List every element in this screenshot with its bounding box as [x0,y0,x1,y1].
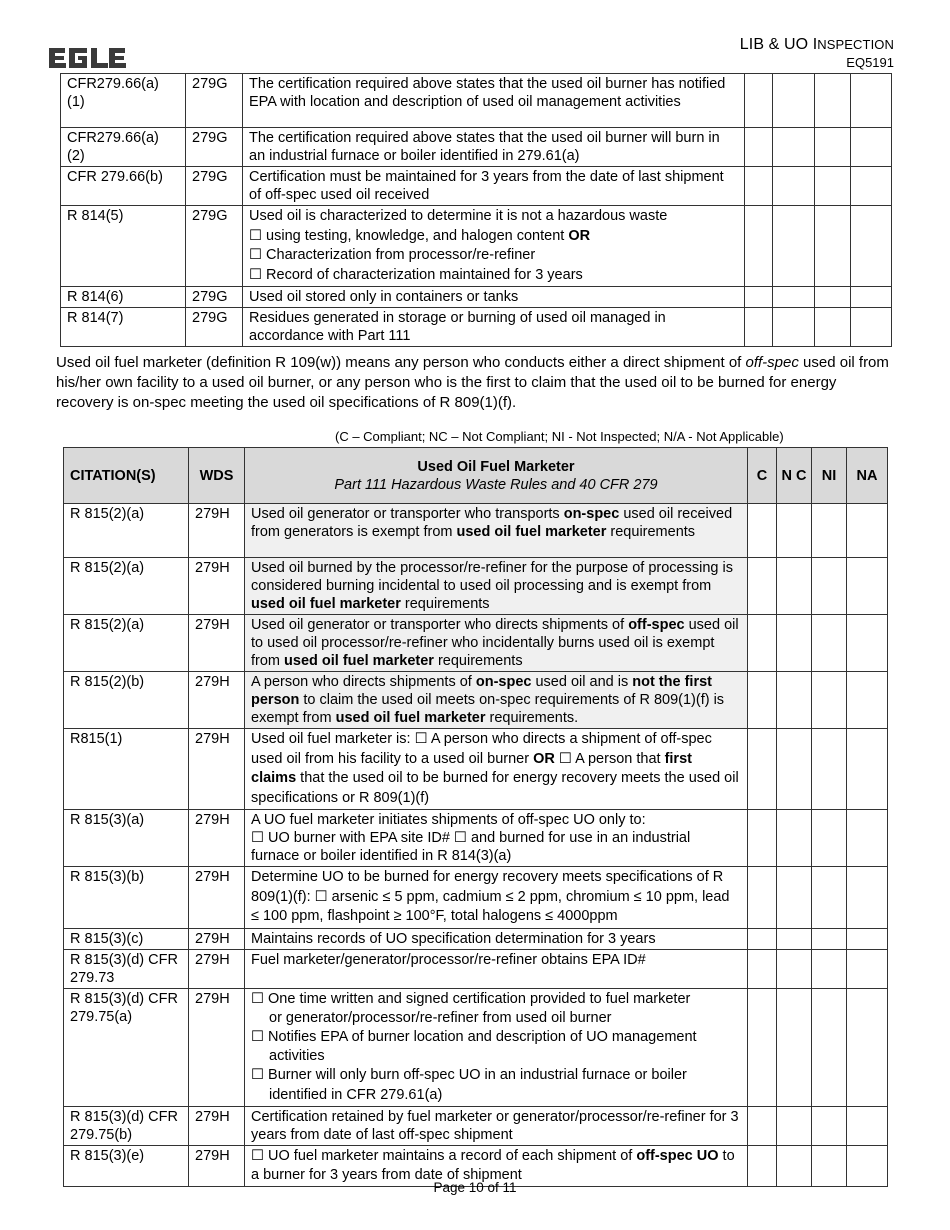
na-checkbox-cell[interactable] [847,810,888,867]
nc-checkbox-cell[interactable] [773,128,815,167]
requirement-cell: A UO fuel marketer initiates shipments of off-spec UO only to: ☐ UO burner with EPA site ID# ☐ and burned for use in an industrial furnace or boiler identified in R 814(3)(a) [245,810,748,867]
requirement-cell: The certification required above states that the used oil burner will burn in an industrial furnace or boiler identified in 279.61(a) [243,128,745,167]
requirement-cell: Used oil fuel marketer is: ☐ A person who directs a shipment of off-spec used oil from his facility to a used oil burner OR ☐ A person that first claims that the used oil to be burned for energy recovery meets the used oil specifications or R 809(1)(f) [245,729,748,810]
na-checkbox-cell[interactable] [847,672,888,729]
c-checkbox-cell[interactable] [748,729,777,810]
ni-checkbox-cell[interactable] [812,988,847,1106]
ni-checkbox-cell[interactable] [812,810,847,867]
table-row [64,928,888,949]
citation-cell: R 815(3)(b) [64,867,189,929]
option-processor-characterization[interactable]: ☐ Characterization from processor/re-refiner [249,247,536,263]
nc-checkbox-cell[interactable] [777,949,812,988]
table-row [61,167,892,206]
table-row [64,867,888,929]
ni-checkbox-cell[interactable] [812,729,847,810]
citation-cell: R 814(6) [61,287,186,308]
ni-checkbox-cell[interactable] [815,308,851,347]
na-checkbox-cell[interactable] [847,949,888,988]
requirement-cell: Used oil generator or transporter who directs shipments of off-spec used oil to used oil processor/re-refiner who incidentally burns used oil is exempt from used oil fuel marketer requirements [245,615,748,672]
option-burner-offspec-only[interactable]: ☐ Burner will only burn off-spec UO in an industrial furnace or boiler identified in CFR 279.61(a) [251,1067,687,1103]
na-checkbox-cell[interactable] [847,988,888,1106]
wds-cell: 279H [189,949,245,988]
option-record-maintained[interactable]: ☐ Record of characterization maintained for 3 years [249,266,583,283]
c-checkbox-cell[interactable] [745,128,773,167]
table-row [64,988,888,1106]
na-checkbox-cell[interactable] [851,167,892,206]
wds-cell: 279H [189,672,245,729]
requirement-cell: Maintains records of UO specification determination for 3 years [245,928,748,949]
table-row [61,128,892,167]
c-checkbox-cell[interactable] [748,867,777,929]
wds-cell: 279H [189,810,245,867]
table-row [64,672,888,729]
fuel-marketer-definition: Used oil fuel marketer (definition R 109(w)) means any person who conducts either a direct shipment of off-spec used oil from his/her own facility to a used oil burner, or any person who is the first to claim that the used oil to be burned for energy recovery is on-spec meeting the used oil specifications of R 809(1)(f). [56,354,889,411]
table-row [61,74,892,128]
citation-cell: R 815(2)(b) [64,672,189,729]
nc-checkbox-cell[interactable] [777,867,812,929]
citation-cell: R 815(2)(a) [64,615,189,672]
requirement-cell: A person who directs shipments of on-spec used oil and is not the first person to claim the used oil meets on-spec requirements of R 809(1)(f) is exempt from used oil fuel marketer requirements. [245,672,748,729]
na-checkbox-cell[interactable] [851,74,892,128]
citation-cell: CFR279.66(a) (1) [61,74,186,128]
citation-cell: R 815(3)(d) CFR 279.75(b) [64,1106,189,1145]
table-header-row [64,448,888,504]
citation-cell: R 814(5) [61,206,186,287]
ni-checkbox-cell[interactable] [812,504,847,558]
ni-checkbox-cell[interactable] [812,867,847,929]
table-row [61,308,892,347]
form-code: EQ5191 [846,55,894,70]
ni-checkbox-cell[interactable] [812,928,847,949]
wds-cell: 279H [189,504,245,558]
c-checkbox-cell[interactable] [748,558,777,615]
citation-cell: R 815(3)(e) [64,1145,189,1186]
citation-cell: R 815(3)(a) [64,810,189,867]
citation-cell: R 815(3)(d) CFR 279.73 [64,949,189,988]
nc-checkbox-cell[interactable] [777,928,812,949]
wds-cell: 279G [186,128,243,167]
wds-cell: 279H [189,928,245,949]
requirement-cell: Certification retained by fuel marketer or generator/processor/re-refiner for 3 years from date of last off-spec shipment [245,1106,748,1145]
c-checkbox-cell[interactable] [748,928,777,949]
c-checkbox-cell[interactable] [745,206,773,287]
ni-checkbox-cell[interactable] [812,672,847,729]
citation-cell: CFR279.66(a) (2) [61,128,186,167]
wds-cell: 279G [186,287,243,308]
requirement-cell [243,206,745,287]
nc-header: N C [777,448,812,504]
c-checkbox-cell[interactable] [745,308,773,347]
nc-checkbox-cell[interactable] [777,1106,812,1145]
nc-checkbox-cell[interactable] [777,729,812,810]
table-row [64,949,888,988]
option-written-certification[interactable]: ☐ One time written and signed certification provided to fuel marketer or generator/processor/re-refiner from used oil burner [251,990,691,1026]
c-checkbox-cell[interactable] [748,615,777,672]
wds-cell: 279H [189,988,245,1106]
wds-cell: 279G [186,308,243,347]
requirement-cell: Determine UO to be burned for energy recovery meets specifications of R 809(1)(f): ☐ arsenic ≤ 5 ppm, cadmium ≤ 2 ppm, chromium ≤ 10 ppm, lead ≤ 100 ppm, flashpoint ≥ 100°F, total halogens ≤ 4000ppm [245,867,748,929]
table-row [64,810,888,867]
table-row [64,615,888,672]
ni-checkbox-cell[interactable] [815,128,851,167]
na-checkbox-cell[interactable] [847,615,888,672]
table-row [64,558,888,615]
c-header: C [748,448,777,504]
na-checkbox-cell[interactable] [851,206,892,287]
citation-cell: R815(1) [64,729,189,810]
citation-cell: R 815(2)(a) [64,504,189,558]
ni-checkbox-cell[interactable] [812,615,847,672]
requirement-line: Used oil is characterized to determine it is not a hazardous waste [249,208,668,224]
requirement-cell: Used oil stored only in containers or tanks [243,287,745,308]
citation-cell: CFR 279.66(b) [61,167,186,206]
wds-cell: 279G [186,74,243,128]
requirement-cell: Used oil generator or transporter who transports on-spec used oil received from generators is exempt from used oil fuel marketer requirements [245,504,748,558]
nc-checkbox-cell[interactable] [777,672,812,729]
ni-checkbox-cell[interactable] [815,287,851,308]
c-checkbox-cell[interactable] [745,287,773,308]
table-row [64,729,888,810]
option-notifies-epa[interactable]: ☐ Notifies EPA of burner location and description of UO management activities [251,1028,697,1065]
requirement-cell: Certification must be maintained for 3 years from the date of last shipment of off-spec used oil received [243,167,745,206]
nc-checkbox-cell[interactable] [777,810,812,867]
na-checkbox-cell[interactable] [847,867,888,929]
na-header: NA [847,448,888,504]
wds-cell: 279H [189,729,245,810]
nc-checkbox-cell[interactable] [773,74,815,128]
nc-checkbox-cell[interactable] [777,504,812,558]
citation-cell: R 815(3)(d) CFR 279.75(a) [64,988,189,1106]
c-checkbox-cell[interactable] [748,988,777,1106]
wds-header: WDS [189,448,245,504]
requirement-cell: Residues generated in storage or burning of used oil managed in accordance with Part 111 [243,308,745,347]
citation-cell: R 815(3)(c) [64,928,189,949]
requirement-cell: The certification required above states that the used oil burner has notified EPA with location and description of used oil management activities [243,74,745,128]
nc-checkbox-cell[interactable] [777,615,812,672]
nc-checkbox-cell[interactable] [773,167,815,206]
na-checkbox-cell[interactable] [847,928,888,949]
wds-cell: 279G [186,167,243,206]
ni-checkbox-cell[interactable] [812,949,847,988]
ni-header: NI [812,448,847,504]
page-number: Page 10 of 11 [433,1180,517,1195]
requirement-cell: Fuel marketer/generator/processor/re-refiner obtains EPA ID# [245,949,748,988]
burner-certification-table [60,73,892,347]
c-checkbox-cell[interactable] [748,1106,777,1145]
citation-cell: R 815(2)(a) [64,558,189,615]
nc-checkbox-cell[interactable] [773,308,815,347]
c-checkbox-cell[interactable] [748,504,777,558]
table-row [64,504,888,558]
citation-header: CITATION(S) [64,448,189,504]
na-checkbox-cell[interactable] [847,1106,888,1145]
table-row [64,1106,888,1145]
na-checkbox-cell[interactable] [847,729,888,810]
wds-cell: 279G [186,206,243,287]
na-checkbox-cell[interactable] [847,558,888,615]
nc-checkbox-cell[interactable] [777,558,812,615]
ni-checkbox-cell[interactable] [815,74,851,128]
nc-checkbox-cell[interactable] [773,287,815,308]
ni-checkbox-cell[interactable] [812,1106,847,1145]
c-checkbox-cell[interactable] [745,167,773,206]
na-checkbox-cell[interactable] [847,504,888,558]
table-row [61,206,892,287]
c-checkbox-cell[interactable] [748,810,777,867]
c-checkbox-cell[interactable] [748,949,777,988]
na-checkbox-cell[interactable] [851,287,892,308]
requirement-cell: ☐ UO fuel marketer maintains a record of each shipment of off-spec UO to a burner for 3 years from date of shipment [245,1145,748,1186]
fuel-marketer-table [63,447,888,1187]
nc-checkbox-cell[interactable] [773,206,815,287]
wds-cell: 279H [189,558,245,615]
ni-checkbox-cell[interactable] [815,206,851,287]
nc-checkbox-cell[interactable] [777,988,812,1106]
c-checkbox-cell[interactable] [745,74,773,128]
header-title: LIB & UO INSPECTION [739,36,894,53]
c-checkbox-cell[interactable] [748,672,777,729]
na-checkbox-cell[interactable] [851,308,892,347]
ni-checkbox-cell[interactable] [812,558,847,615]
table-row [61,287,892,308]
na-checkbox-cell[interactable] [851,128,892,167]
compliance-legend: (C – Compliant; NC – Not Compliant; NI - Not Inspected; N/A - Not Applicable) [335,429,784,444]
egle-logo [47,44,127,70]
wds-cell: 279H [189,615,245,672]
wds-cell: 279H [189,867,245,929]
option-testing[interactable]: ☐ using testing, knowledge, and halogen content OR [249,227,591,244]
ni-checkbox-cell[interactable] [815,167,851,206]
citation-cell: R 814(7) [61,308,186,347]
requirement-cell: Used oil burned by the processor/re-refiner for the purpose of processing is considered burning incidental to used oil processing and is exempt from used oil fuel marketer requirements [245,558,748,615]
wds-cell: 279H [189,1145,245,1186]
wds-cell: 279H [189,1106,245,1145]
section-title-header: Used Oil Fuel Marketer Part 111 Hazardous Waste Rules and 40 CFR 279 [245,448,748,504]
requirement-cell [245,988,748,1106]
